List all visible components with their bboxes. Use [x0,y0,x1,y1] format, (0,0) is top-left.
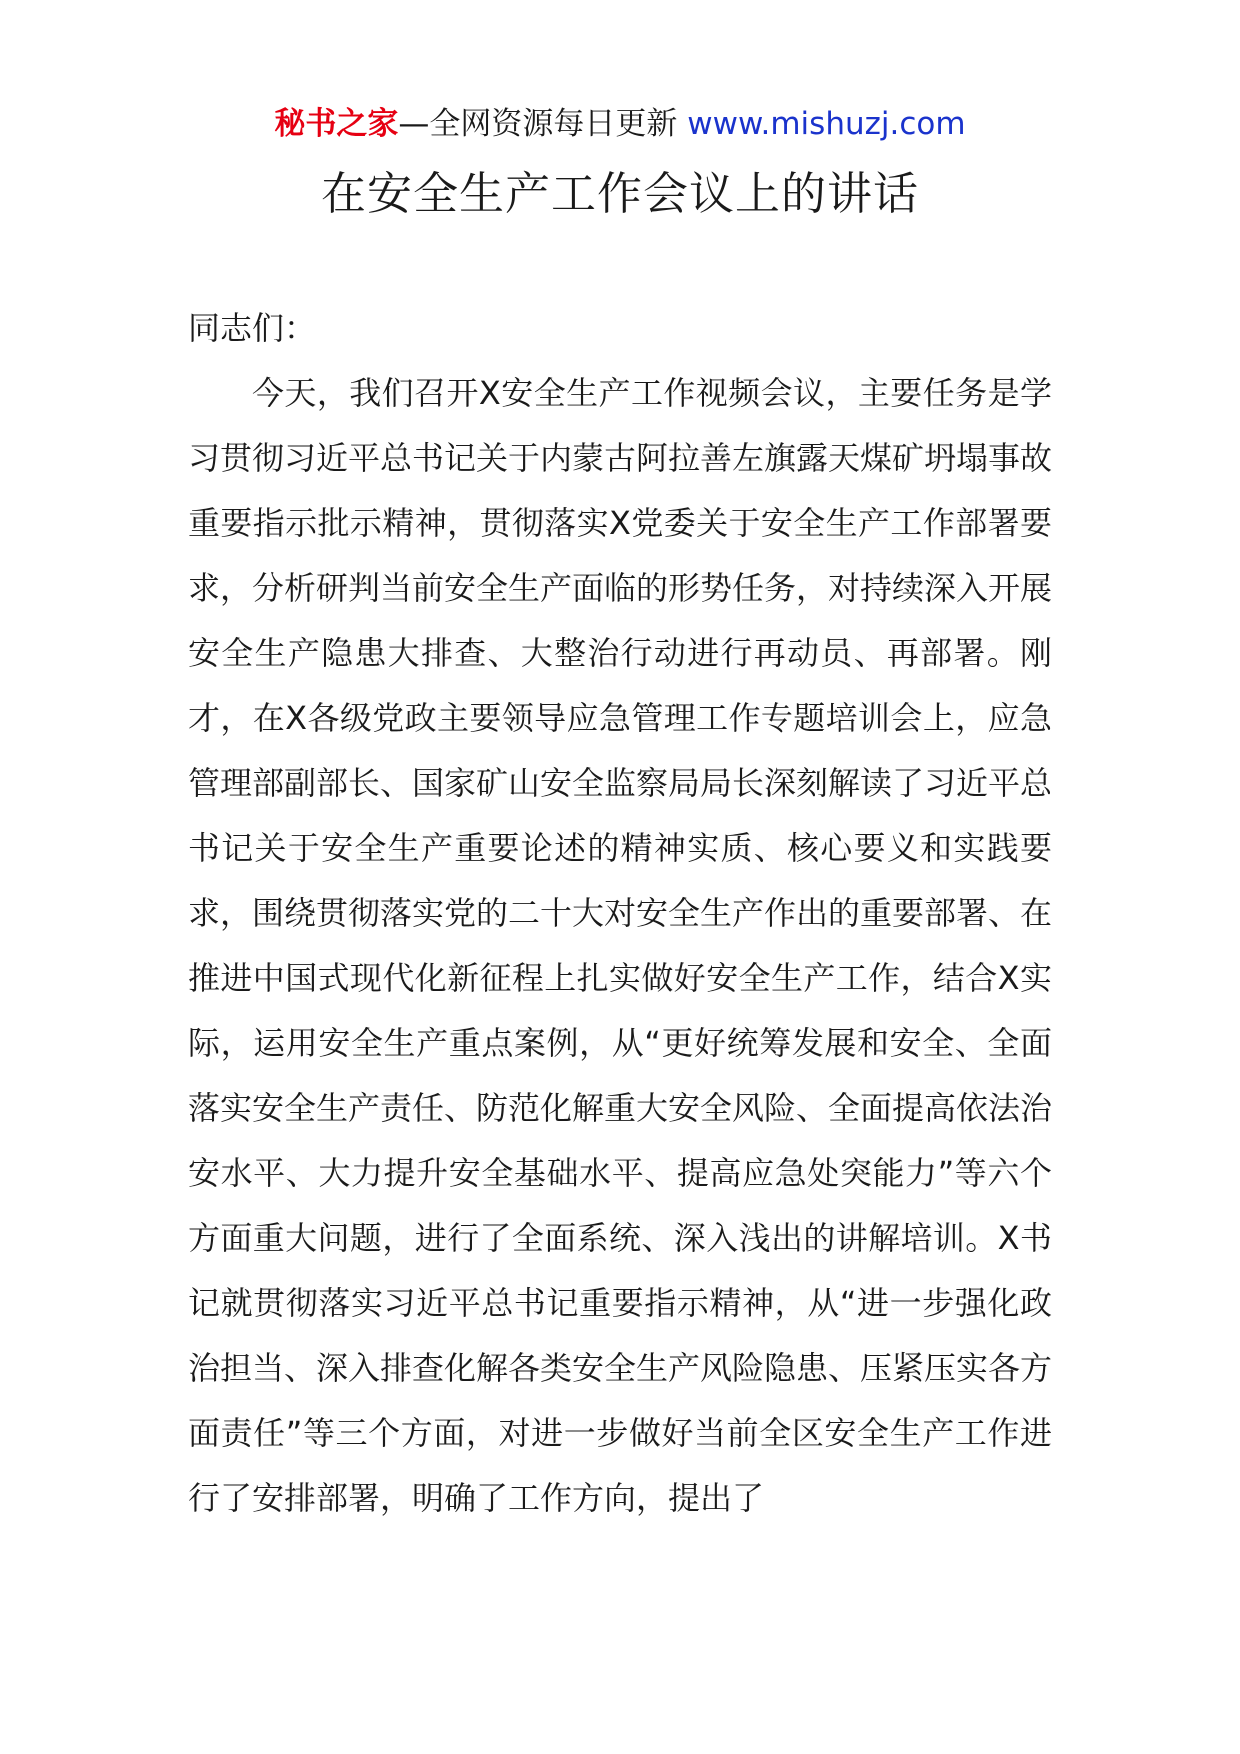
site-header [0,102,1240,146]
site-brand: 秘书之家 [274,106,399,142]
document-body [188,296,1052,1531]
document-title: 在安全生产工作会议上的讲话 [320,167,919,220]
site-url-link[interactable]: www.mishuzj.com [687,106,966,142]
body-paragraph: 今天，我们召开X安全生产工作视频会议，主要任务是学习贯彻习近平总书记关于内蒙古阿拉善左旗露天煤矿坍塌事故重要指示批示精神，贯彻落实X党委关于安全生产工作部署要求，分析研判当前安全生产面临的形势任务，对持续深入开展安全生产隐患大排查、大整治行动进行再动员、再部署。刚才，在X各级党政主要领导应急管理工作专题培训会上，应急管理部副部长、国家矿山安全监察局局长深刻解读了习近平总书记关于安全生产重要论述的精神实质、核心要义和实践要求，围绕贯彻落实党的二十大对安全生产作出的重要部署、在推进中国式现代化新征程上扎实做好安全生产工作，结合X实际，运用安全生产重点案例，从“更好统筹发展和安全、全面落实安全生产责任、防范化解重大安全风险、全面提高依法治安水平、大力提升安全基础水平、提高应急处突能力”等六个方面重大问题，进行了全面系统、深入浅出的讲解培训。X书记就贯彻落实习近平总书记重要指示精神，从“进一步强化政治担当、深入排查化解各类安全生产风险隐患、压紧压实各方面责任”等三个方面，对进一步做好当前全区安全生产工作进行了安排部署，明确了工作方向，提出了 [188,374,1053,1517]
site-tagline: —全网资源每日更新 [398,106,688,142]
salutation: 同志们： [188,309,317,347]
